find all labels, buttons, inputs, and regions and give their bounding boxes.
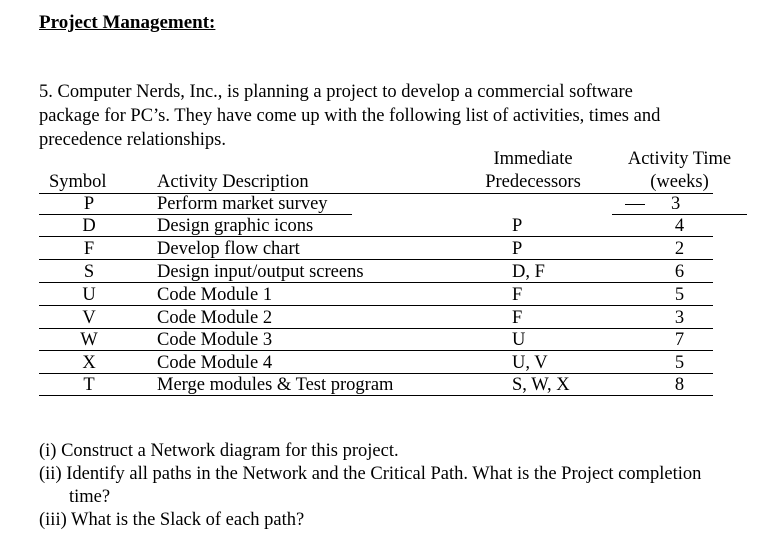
row-predecessors: S, W, X — [512, 375, 570, 395]
row-time: 4 — [674, 216, 685, 236]
row-symbol: V — [82, 308, 96, 328]
problem-line-2: package for PC’s. They have come up with the following list of activities, times and — [39, 106, 661, 126]
row-symbol: U — [82, 285, 96, 305]
row-description: Design graphic icons — [157, 216, 314, 236]
row-divider — [39, 395, 713, 396]
section-title: Project Management: — [39, 12, 216, 33]
row-predecessors: D, F — [512, 262, 545, 282]
questions-list — [39, 440, 759, 532]
header-time-line1: Activity Time — [627, 149, 732, 169]
header-description: Activity Description — [157, 172, 309, 192]
row-divider — [39, 259, 713, 260]
row-symbol: D — [82, 216, 96, 236]
row-time: 2 — [674, 239, 685, 259]
row-description: Design input/output screens — [157, 262, 364, 282]
question-2-continued: time? — [69, 487, 111, 507]
header-symbol: Symbol — [49, 172, 107, 192]
question-2: (ii) Identify all paths in the Network and the Critical Path. What is the Project completion — [39, 464, 702, 484]
row-divider — [39, 282, 713, 283]
row-time: 5 — [674, 285, 685, 305]
row-divider — [39, 305, 713, 306]
row-time: 7 — [674, 330, 685, 350]
row-time: 6 — [674, 262, 685, 282]
row-description: Code Module 3 — [157, 330, 273, 350]
row-symbol: X — [82, 353, 96, 373]
row-symbol: T — [83, 375, 95, 395]
row-symbol: P — [83, 194, 95, 214]
row-description: Develop flow chart — [157, 239, 300, 259]
row-time: 3 — [674, 308, 685, 328]
row-predecessors: F — [512, 308, 523, 328]
row-symbol: F — [83, 239, 95, 259]
row-predecessors: P — [512, 216, 523, 236]
row-time: 8 — [674, 375, 685, 395]
row-predecessors: U, V — [512, 353, 548, 373]
row-time: 5 — [674, 353, 685, 373]
row-symbol: W — [80, 330, 98, 350]
header-time-line2: (weeks) — [650, 172, 709, 192]
row-predecessors: P — [512, 239, 523, 259]
header-predecessors-line2: Predecessors — [485, 172, 581, 192]
row-time — [625, 193, 680, 215]
row-description: Code Module 2 — [157, 308, 273, 328]
row-description: Merge modules & Test program — [157, 375, 394, 395]
row-symbol: S — [83, 262, 95, 282]
question-3: (iii) What is the Slack of each path? — [39, 510, 305, 530]
row-divider — [39, 236, 713, 237]
row-time-value: 3 — [671, 194, 681, 214]
row-predecessors: F — [512, 285, 523, 305]
problem-line-3: precedence relationships. — [39, 130, 226, 150]
header-underline — [39, 193, 713, 194]
row-description: Code Module 4 — [157, 353, 273, 373]
row-description: Code Module 1 — [157, 285, 273, 305]
row-divider — [39, 350, 713, 351]
header-predecessors-line1: Immediate — [493, 149, 573, 169]
row-description: Perform market survey — [157, 194, 328, 214]
row-predecessors: U — [512, 330, 526, 350]
dash-mark — [625, 204, 645, 205]
problem-line-1: 5. Computer Nerds, Inc., is planning a project to develop a commercial software — [39, 82, 633, 102]
question-1: (i) Construct a Network diagram for this project. — [39, 441, 399, 461]
